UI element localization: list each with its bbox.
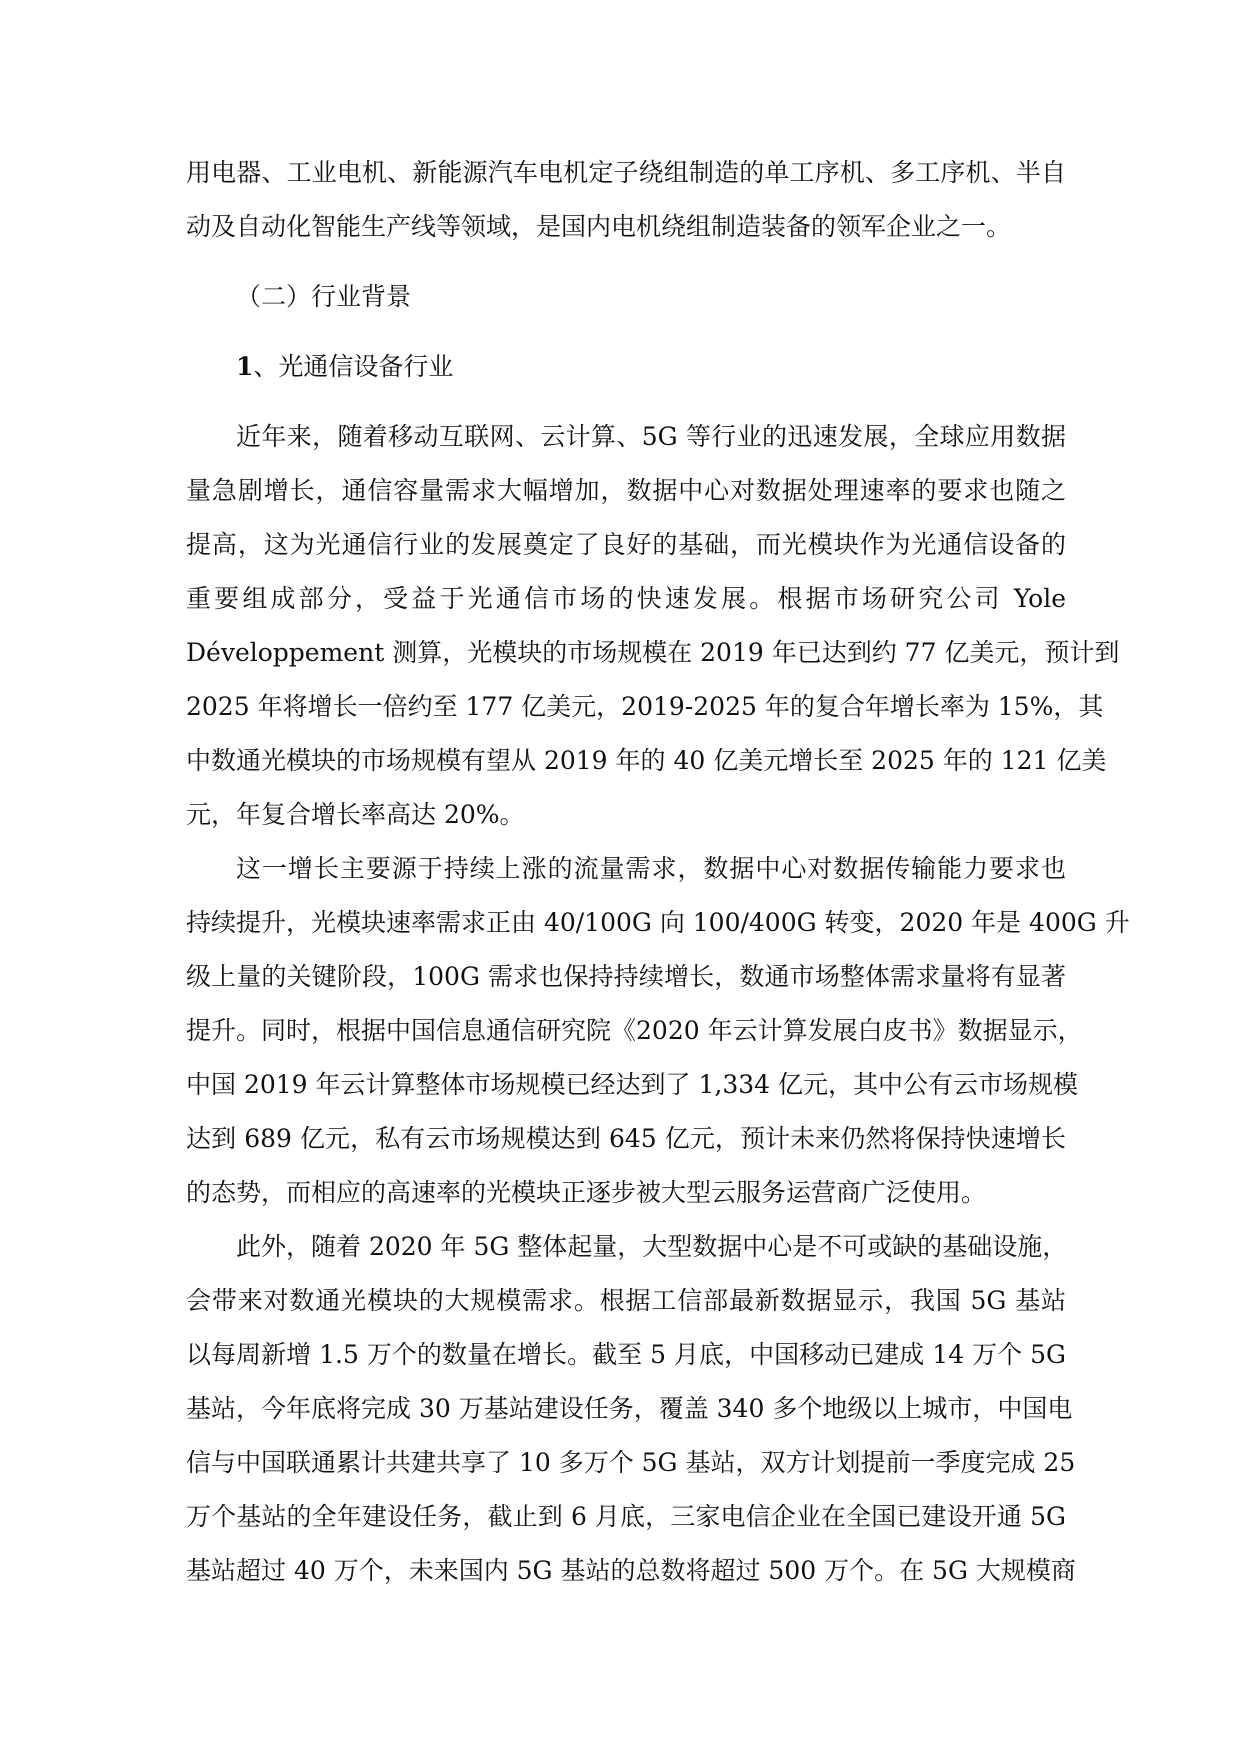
paragraph-line: 提高，这为光通信行业的发展奠定了良好的基础，而光模块作为光通信设备的 (186, 530, 1066, 559)
paragraph-line: 基站超过 40 万个，未来国内 5G 基站的总数将超过 500 万个。在 5G 大规模商 (186, 1556, 1076, 1585)
paragraph-line: 会带来对数通光模块的大规模需求。根据工信部最新数据显示，我国 5G 基站 (186, 1286, 1066, 1315)
paragraph-1 (186, 410, 1120, 842)
paragraph-line: 此外，随着 2020 年 5G 整体起量，大型数据中心是不可或缺的基础设施， (236, 1232, 1068, 1261)
paragraph-line: 信与中国联通累计共建共享了 10 多万个 5G 基站，双方计划提前一季度完成 25 (186, 1448, 1076, 1477)
subsection-number: 1 (236, 352, 254, 381)
paragraph-line: 近年来，随着移动互联网、云计算、5G 等行业的迅速发展，全球应用数据 (236, 422, 1066, 451)
intro-line-1: 用电器、工业电机、新能源汽车电机定子绕组制造的单工序机、多工序机、半自 (186, 158, 1066, 187)
paragraph-line: 量急剧增长，通信容量需求大幅增加，数据中心对数据处理速率的要求也随之 (186, 476, 1066, 505)
paragraph-line: Développement 测算，光模块的市场规模在 2019 年已达到约 77 亿美元，预计到 (186, 638, 1120, 667)
subsection-heading (186, 340, 1066, 394)
paragraph-line: 的态势，而相应的高速率的光模块正逐步被大型云服务运营商广泛使用。 (186, 1178, 987, 1207)
paragraph-line: 基站，今年底将完成 30 万基站建设任务，覆盖 340 多个地级以上城市，中国电 (186, 1394, 1073, 1423)
paragraph-line: 以每周新增 1.5 万个的数量在增长。截至 5 月底，中国移动已建成 14 万个 5G (186, 1340, 1066, 1369)
document-page (186, 146, 1130, 1598)
paragraph-3 (186, 1220, 1076, 1598)
subsection-title: 、光通信设备行业 (253, 352, 454, 381)
paragraph-line: 持续提升，光模块速率需求正由 40/100G 向 100/400G 转变，2020 年是 400G 升 (186, 908, 1130, 937)
paragraph-line: 这一增长主要源于持续上涨的流量需求，数据中心对数据传输能力要求也 (236, 854, 1066, 883)
paragraph-line: 元，年复合增长率高达 20%。 (186, 800, 525, 829)
paragraph-line: 中数通光模块的市场规模有望从 2019 年的 40 亿美元增长至 2025 年的 121 亿美 (186, 746, 1107, 775)
section-heading: （二）行业背景 (236, 282, 412, 311)
paragraph-line: 重要组成部分，受益于光通信市场的快速发展。根据市场研究公司 Yole (186, 584, 1066, 613)
intro-line-2: 动及自动化智能生产线等领域，是国内电机绕组制造装备的领军企业之一。 (186, 212, 1012, 241)
paragraph-line: 提升。同时，根据中国信息通信研究院《2020 年云计算发展白皮书》数据显示， (186, 1016, 1083, 1045)
paragraph-line: 万个基站的全年建设任务，截止到 6 月底，三家电信企业在全国已建设开通 5G (186, 1502, 1066, 1531)
paragraph-line: 2025 年将增长一倍约至 177 亿美元，2019-2025 年的复合年增长率为 15%，其 (186, 692, 1104, 721)
paragraph-line: 级上量的关键阶段，100G 需求也保持持续增长，数通市场整体需求量将有显著 (186, 962, 1066, 991)
intro-paragraph (186, 146, 1066, 254)
paragraph-line: 达到 689 亿元，私有云市场规模达到 645 亿元，预计未来仍然将保持快速增长 (186, 1124, 1066, 1153)
paragraph-2 (186, 842, 1130, 1220)
paragraph-line: 中国 2019 年云计算整体市场规模已经达到了 1,334 亿元，其中公有云市场规模 (186, 1070, 1078, 1099)
